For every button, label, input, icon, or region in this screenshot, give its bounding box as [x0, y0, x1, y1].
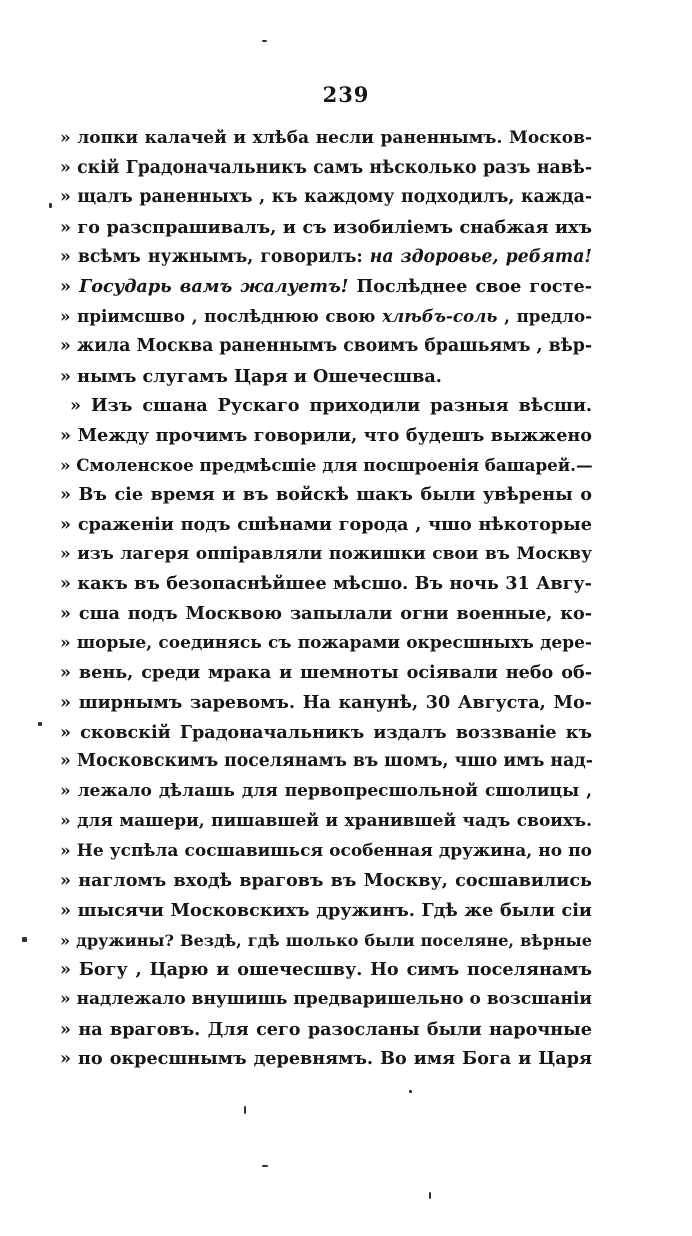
text-line — [60, 480, 592, 510]
text-segment: » шысячи Московскихъ дружинъ. Гдѣ же были сіи — [60, 899, 592, 921]
text-segment: » сраженіи подъ сшѣнами города , чшо нѣкоторые — [60, 513, 592, 535]
text-segment: » жила Москва раненнымъ своимъ брашьямъ , вѣр- — [60, 335, 592, 356]
text-segment: » какъ въ безопаснѣйшее мѣсшо. Въ ночь 31 Авгу- — [60, 573, 592, 595]
scan-speck — [262, 40, 267, 42]
scan-speck — [49, 203, 52, 208]
text-segment: » сковскій Градоначальникъ издалъ воззваніе къ — [60, 721, 592, 743]
text-segment: » пріимсшво , послѣднюю свою — [60, 306, 383, 327]
text-line — [60, 955, 592, 985]
text-segment: » скій Градоначальникъ самъ нѣсколько разъ навѣ- — [60, 157, 592, 178]
text-line — [60, 272, 592, 302]
text-segment: Послѣднее свое госте- — [348, 276, 592, 298]
text-segment: » шорые, соединясь съ пожарами окресшныхъ дере- — [60, 632, 592, 653]
text-line — [60, 658, 592, 688]
text-segment: » Московскимъ поселянамъ въ шомъ, чшо имъ над- — [60, 751, 593, 772]
text-segment: » вень, среди мрака и шемноты осіявали небо об- — [60, 662, 592, 684]
text-segment: » изъ лагеря оппіравляли пожишки свои въ Москву — [60, 543, 592, 564]
text-segment: » Не успѣла сосшавишься особенная дружина, но по — [60, 840, 592, 861]
text-line — [60, 510, 592, 540]
scan-speck — [429, 1192, 431, 1199]
text-line — [60, 421, 592, 451]
scan-speck — [262, 1165, 268, 1167]
text-line — [60, 183, 592, 213]
italic-phrase: Государь вамъ жалуетъ! — [79, 276, 349, 298]
text-line — [60, 124, 592, 154]
text-line — [60, 629, 592, 659]
text-line — [60, 866, 592, 896]
text-segment: » лежало дѣлашь для первопресшольной сшолицы , — [60, 781, 592, 802]
text-segment: » щалъ раненныхъ , къ каждому подходилъ, кажда- — [60, 187, 592, 208]
text-segment: » на враговъ. Для сего разосланы были нарочные — [60, 1018, 592, 1040]
text-segment: » Изъ сшана Рускаго приходили разныя вѣсши. — [70, 395, 592, 417]
text-segment: , предло- — [497, 306, 593, 327]
text-line — [60, 391, 592, 421]
scan-speck — [38, 722, 42, 726]
text-segment: » лопки калачей и хлѣба несли раненнымъ. Москов- — [60, 128, 592, 148]
text-line — [60, 837, 592, 867]
text-segment: » Смоленское предмѣсшіе для посшроенія башарей.— — [60, 454, 593, 475]
text-line — [60, 302, 592, 332]
scan-speck — [409, 1090, 412, 1093]
text-line — [60, 332, 592, 362]
text-segment: » всѣмъ нужнымъ, говорилъ: — [60, 246, 370, 267]
text-line — [60, 896, 592, 926]
text-segment: » по окресшнымъ деревнямъ. Во имя Бога и Царя — [60, 1048, 592, 1070]
text-line — [60, 451, 592, 481]
text-segment: » нагломъ входѣ враговъ въ Москву, сосшавились — [60, 870, 592, 892]
text-segment: » для машери, пишавшей и хранившей чадъ своихъ. — [60, 810, 592, 831]
text-line — [60, 1015, 592, 1045]
text-line — [60, 599, 592, 629]
text-line — [60, 718, 592, 748]
text-line — [60, 926, 592, 956]
text-segment: » ширнымъ заревомъ. На канунѣ, 30 Августа, Мо- — [60, 692, 592, 714]
text-line — [60, 569, 592, 599]
text-line — [60, 362, 592, 392]
text-line — [60, 1044, 592, 1074]
scan-speck — [244, 1106, 246, 1114]
text-segment: » сша подъ Москвою запылали огни военные, ко- — [60, 603, 592, 624]
text-line — [60, 540, 592, 570]
text-line — [60, 985, 592, 1015]
text-segment: » — [60, 276, 80, 298]
text-line — [60, 688, 592, 718]
text-segment: » дружины? Вездѣ, гдѣ шолько были поселяне, вѣрные — [60, 930, 592, 950]
text-segment: » нымъ слугамъ Царя и Ошечесшва. — [60, 365, 442, 387]
text-line — [60, 747, 592, 777]
text-line — [60, 807, 592, 837]
scan-speck — [22, 937, 27, 942]
text-line — [60, 777, 592, 807]
text-line — [60, 213, 592, 243]
text-line — [60, 243, 592, 273]
italic-phrase: хлѣбъ-соль — [382, 306, 498, 327]
text-line — [60, 154, 592, 184]
text-segment: » надлежало внушишь предваришельно о возсшаніи — [60, 988, 592, 1009]
page-number: 239 — [322, 82, 370, 107]
text-segment: » Между прочимъ говорили, что будешъ выжжено — [60, 424, 592, 446]
italic-phrase: на здоровье, ребята! — [369, 246, 592, 267]
text-segment: » Богу , Царю и ошечесшву. Но симъ поселянамъ — [60, 959, 592, 981]
body-text — [60, 124, 592, 1074]
text-segment: » го разспрашивалъ, и съ изобиліемъ снабжая ихъ — [60, 217, 592, 239]
text-segment: » Въ сіе время и въ войскѣ шакъ были увѣрены о — [60, 484, 592, 506]
